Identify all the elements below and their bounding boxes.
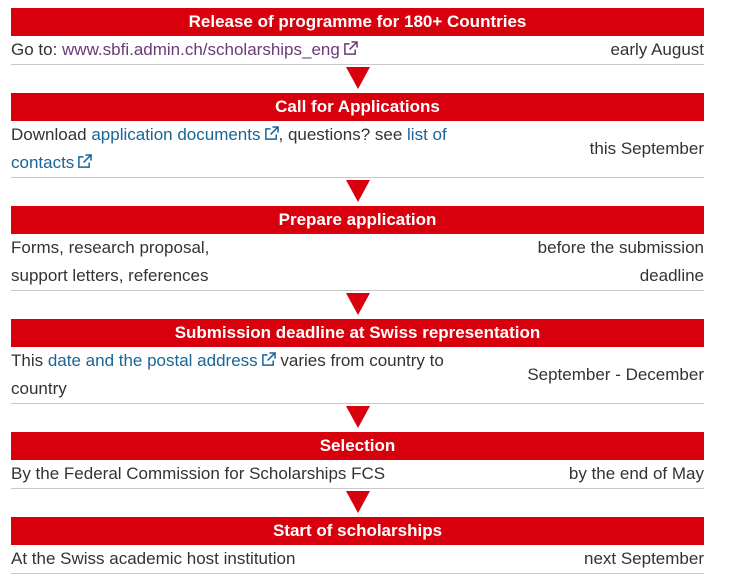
application-documents-link[interactable] xyxy=(91,125,278,144)
step-description: By the Federal Commission for Scholarships FCS xyxy=(11,464,386,483)
step-row xyxy=(11,36,704,65)
step-title: Release of programme for 180+ Countries xyxy=(11,8,704,36)
desc-text: , questions? see xyxy=(278,125,408,144)
step-prepare-application xyxy=(11,206,704,291)
arrow-down-icon xyxy=(346,180,370,202)
step-description xyxy=(11,121,447,177)
desc-text: Go to: xyxy=(11,40,63,59)
step-row xyxy=(11,460,704,489)
step-description xyxy=(11,36,358,64)
link-text: list of xyxy=(407,125,447,144)
arrow-down-icon xyxy=(346,491,370,513)
step-row xyxy=(11,347,704,404)
arrow-down-icon xyxy=(346,406,370,428)
step-description xyxy=(11,347,444,403)
timing-line: before the submission xyxy=(537,238,704,257)
link-text: www.sbfi.admin.ch/scholarships_eng xyxy=(62,40,340,59)
link-text: contacts xyxy=(11,153,75,172)
step-title: Start of scholarships xyxy=(11,517,704,545)
arrow-down-icon xyxy=(346,293,370,315)
timing-text: this September xyxy=(589,139,704,158)
step-row xyxy=(11,234,704,291)
sbfi-website-link[interactable] xyxy=(62,40,358,59)
step-timing: next September xyxy=(583,549,704,568)
step-row xyxy=(11,121,704,178)
external-link-icon xyxy=(343,41,358,56)
external-link-icon xyxy=(264,126,279,141)
arrow-down-icon xyxy=(346,67,370,89)
list-of-contacts-link-cont[interactable] xyxy=(11,153,92,172)
step-start-of-scholarships xyxy=(11,517,704,574)
link-text: application documents xyxy=(91,125,261,144)
step-selection xyxy=(11,432,704,489)
timing-line: deadline xyxy=(639,266,704,285)
desc-line: support letters, references xyxy=(11,266,209,285)
step-call-for-applications xyxy=(11,93,704,178)
step-title: Submission deadline at Swiss representation xyxy=(11,319,704,347)
external-link-icon xyxy=(77,154,92,169)
step-submission-deadline xyxy=(11,319,704,404)
step-timing xyxy=(527,347,704,403)
step-title: Call for Applications xyxy=(11,93,704,121)
timing-text: September - December xyxy=(527,365,704,384)
step-row xyxy=(11,545,704,574)
list-of-contacts-link[interactable] xyxy=(407,125,447,144)
external-link-icon xyxy=(261,352,276,367)
step-timing xyxy=(590,121,704,177)
link-text: date and the postal address xyxy=(47,351,258,370)
step-timing xyxy=(538,234,704,290)
step-timing: early August xyxy=(610,40,704,59)
step-release xyxy=(11,8,704,65)
desc-line: country xyxy=(11,379,67,398)
step-title: Selection xyxy=(11,432,704,460)
step-title: Prepare application xyxy=(11,206,704,234)
step-description: At the Swiss academic host institution xyxy=(11,549,296,568)
date-and-address-link[interactable] xyxy=(48,351,276,370)
desc-line: Forms, research proposal, xyxy=(11,238,210,257)
step-timing: by the end of May xyxy=(568,464,704,483)
desc-text: varies from country to xyxy=(275,351,444,370)
desc-text: Download xyxy=(11,125,92,144)
step-description xyxy=(11,234,209,290)
desc-text: This xyxy=(11,351,48,370)
